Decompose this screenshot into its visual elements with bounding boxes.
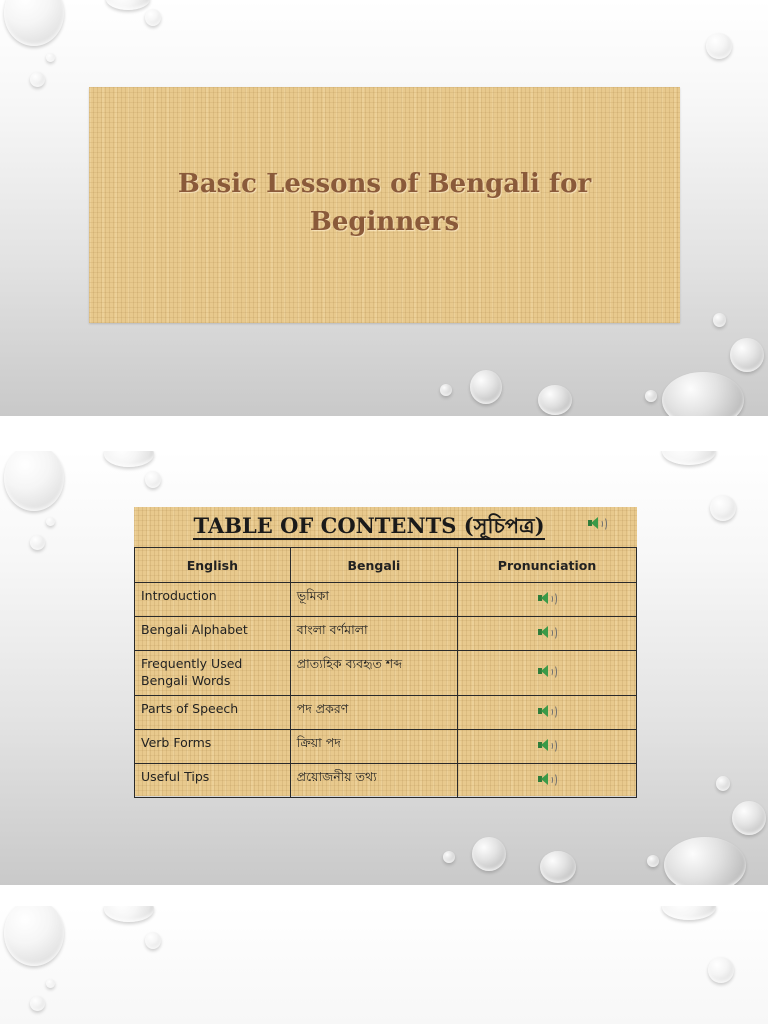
water-drop-icon — [440, 384, 452, 396]
water-drop-icon — [104, 906, 154, 922]
table-row — [135, 651, 637, 696]
table-header-row — [135, 548, 637, 583]
water-drop-icon — [443, 851, 455, 863]
toc-bengali[interactable]: পদ প্রকরণ — [290, 696, 457, 730]
water-drop-icon — [645, 390, 657, 402]
water-drop-icon — [730, 338, 764, 372]
water-drop-icon — [708, 957, 734, 983]
speaker-icon[interactable] — [537, 591, 557, 605]
water-drop-icon — [662, 372, 744, 416]
water-drop-icon — [30, 72, 45, 87]
table-row — [135, 583, 637, 617]
speaker-icon[interactable] — [587, 516, 607, 530]
toc-english[interactable]: Verb Forms — [135, 730, 291, 764]
water-drop-icon — [46, 53, 55, 62]
table-row — [135, 764, 637, 798]
water-drop-icon — [145, 932, 161, 949]
speaker-icon[interactable] — [537, 704, 557, 718]
toc-english[interactable]: Frequently Used Bengali Words — [135, 651, 291, 696]
water-drop-icon — [4, 451, 64, 511]
title-line-2: Beginners — [309, 207, 460, 237]
column-header: English — [135, 548, 291, 583]
column-header: Bengali — [290, 548, 457, 583]
table-of-contents — [134, 507, 637, 796]
table-row — [135, 730, 637, 764]
title-line-1: Basic Lessons of Bengali for — [177, 169, 592, 199]
slide-gap — [0, 885, 768, 906]
slide-gap — [0, 416, 768, 451]
slide-title — [89, 165, 680, 241]
water-drop-icon — [647, 855, 659, 867]
water-drop-icon — [732, 801, 766, 835]
toc-pronunciation — [458, 583, 637, 617]
water-drop-icon — [4, 0, 64, 46]
water-drop-icon — [46, 517, 55, 526]
water-drop-icon — [30, 996, 45, 1011]
toc-header — [134, 507, 637, 547]
column-header: Pronunciation — [458, 548, 637, 583]
water-drop-icon — [713, 313, 726, 327]
speaker-icon[interactable] — [537, 772, 557, 786]
water-drop-icon — [46, 979, 55, 988]
toc-english[interactable]: Bengali Alphabet — [135, 617, 291, 651]
toc-pronunciation — [458, 730, 637, 764]
table-row — [135, 696, 637, 730]
toc-english[interactable]: Useful Tips — [135, 764, 291, 798]
toc-bengali[interactable]: প্রয়োজনীয় তথ্য — [290, 764, 457, 798]
slide-3 — [0, 906, 768, 1024]
water-drop-icon — [470, 370, 502, 404]
slide-1 — [0, 0, 768, 416]
water-drop-icon — [662, 451, 716, 465]
water-drop-icon — [145, 9, 161, 26]
water-drop-icon — [472, 837, 506, 871]
toc-pronunciation — [458, 651, 637, 696]
table-row — [135, 617, 637, 651]
water-drop-icon — [106, 0, 150, 10]
toc-english[interactable]: Introduction — [135, 583, 291, 617]
water-drop-icon — [706, 33, 732, 59]
toc-bengali[interactable]: প্রাত্যহিক ব্যবহৃত শব্দ — [290, 651, 457, 696]
toc-title: TABLE OF CONTENTS (সূচিপত্র) — [193, 513, 545, 538]
speaker-icon[interactable] — [537, 664, 557, 678]
water-drop-icon — [662, 906, 716, 920]
toc-bengali[interactable]: ক্রিয়া পদ — [290, 730, 457, 764]
toc-table — [134, 547, 637, 798]
water-drop-icon — [104, 451, 154, 467]
speaker-icon[interactable] — [537, 625, 557, 639]
water-drop-icon — [4, 906, 64, 966]
water-drop-icon — [540, 851, 576, 883]
toc-pronunciation — [458, 764, 637, 798]
water-drop-icon — [538, 385, 572, 415]
water-drop-icon — [664, 837, 746, 885]
toc-pronunciation — [458, 617, 637, 651]
toc-english[interactable]: Parts of Speech — [135, 696, 291, 730]
title-panel — [89, 87, 680, 323]
water-drop-icon — [145, 471, 161, 488]
toc-pronunciation — [458, 696, 637, 730]
water-drop-icon — [716, 776, 730, 791]
water-drop-icon — [30, 535, 45, 550]
water-drop-icon — [710, 495, 736, 521]
speaker-icon[interactable] — [537, 738, 557, 752]
toc-bengali[interactable]: ভূমিকা — [290, 583, 457, 617]
toc-bengali[interactable]: বাংলা বর্ণমালা — [290, 617, 457, 651]
